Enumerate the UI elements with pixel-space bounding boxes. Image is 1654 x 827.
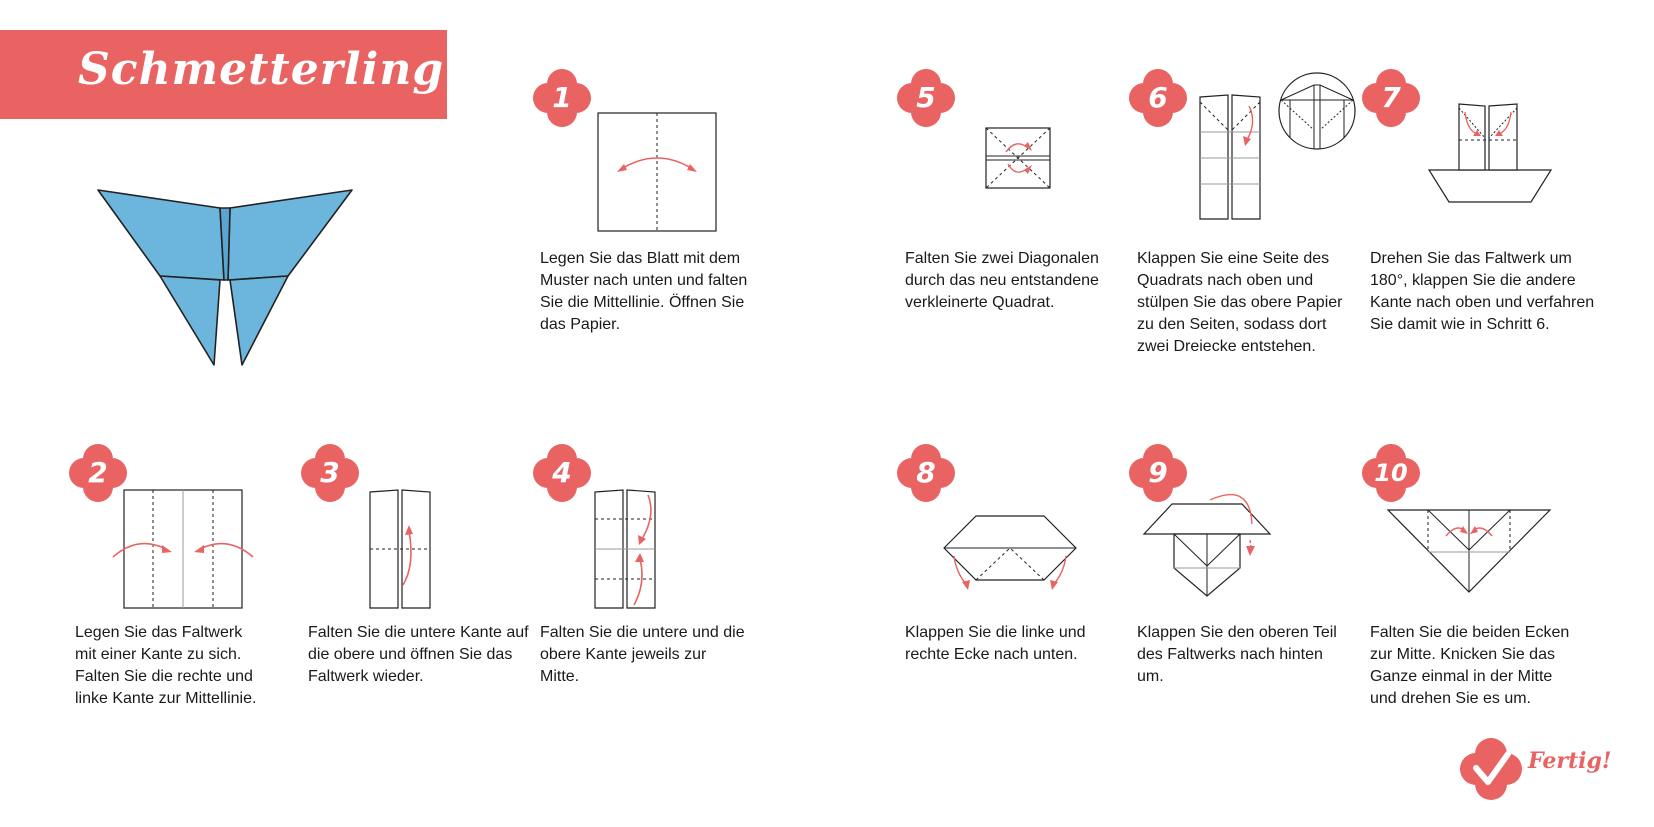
step-3-text: Falten Sie die untere Kante auf die obere und öffnen Sie das Faltwerk wieder. [308, 624, 529, 685]
step-4-number: 4 [552, 456, 572, 489]
step-10-diagram [1384, 506, 1554, 596]
step-2-number: 2 [88, 456, 108, 489]
step-3-number: 3 [320, 456, 340, 489]
step-7-number: 7 [1381, 81, 1401, 114]
checkmark-icon [1458, 736, 1524, 802]
step-6-text: Klappen Sie eine Seite des Quadrats nach oben und stülpen Sie das obere Papier zu den Seiten, sodass dort zwei Dreiecke entstehen. [1137, 250, 1343, 355]
step-6-detail-circle [1276, 70, 1358, 152]
step-6-number: 6 [1148, 81, 1168, 114]
step-1-text: Legen Sie das Blatt mit dem Muster nach unten und falten Sie die Mittellinie. Öffnen Sie das Papier. [540, 250, 748, 333]
step-1-diagram [595, 110, 720, 235]
step-5-diagram [982, 124, 1054, 192]
step-6-diagram [1195, 92, 1265, 222]
step-9-number: 9 [1148, 456, 1168, 489]
finish-label: Fertig! [1528, 748, 1612, 774]
step-1-number: 1 [552, 81, 572, 114]
step-4-diagram [590, 487, 660, 612]
step-5-text: Falten Sie zwei Diagonalen durch das neu entstandene verkleinerte Quadrat. [905, 250, 1099, 311]
step-10-number: 10 [1374, 459, 1408, 487]
step-5-number: 5 [916, 81, 936, 114]
step-2-text: Legen Sie das Faltwerk mit einer Kante zu sich. Falten Sie die rechte und linke Kante zur Mittellinie. [75, 624, 257, 707]
page-title: Schmetterling [78, 44, 445, 95]
step-10-text: Falten Sie die beiden Ecken zur Mitte. Knicken Sie das Ganze einmal in der Mitte und drehen Sie es um. [1370, 624, 1570, 707]
step-9-diagram [1140, 486, 1280, 601]
step-9-text: Klappen Sie den oberen Teil des Faltwerks nach hinten um. [1137, 624, 1337, 685]
step-8-number: 8 [916, 456, 936, 489]
step-7-text: Drehen Sie das Faltwerk um 180°, klappen Sie die andere Kante nach oben und verfahren Sie damit wie in Schritt 6. [1370, 250, 1595, 333]
step-4-text: Falten Sie die untere und die obere Kante jeweils zur Mitte. [540, 624, 745, 685]
step-2-diagram [108, 487, 258, 612]
step-7-diagram [1425, 100, 1555, 210]
step-8-diagram [940, 510, 1080, 600]
butterfly-illustration [90, 180, 370, 370]
step-8-text: Klappen Sie die linke und rechte Ecke nach unten. [905, 624, 1086, 663]
step-3-diagram [365, 487, 435, 612]
